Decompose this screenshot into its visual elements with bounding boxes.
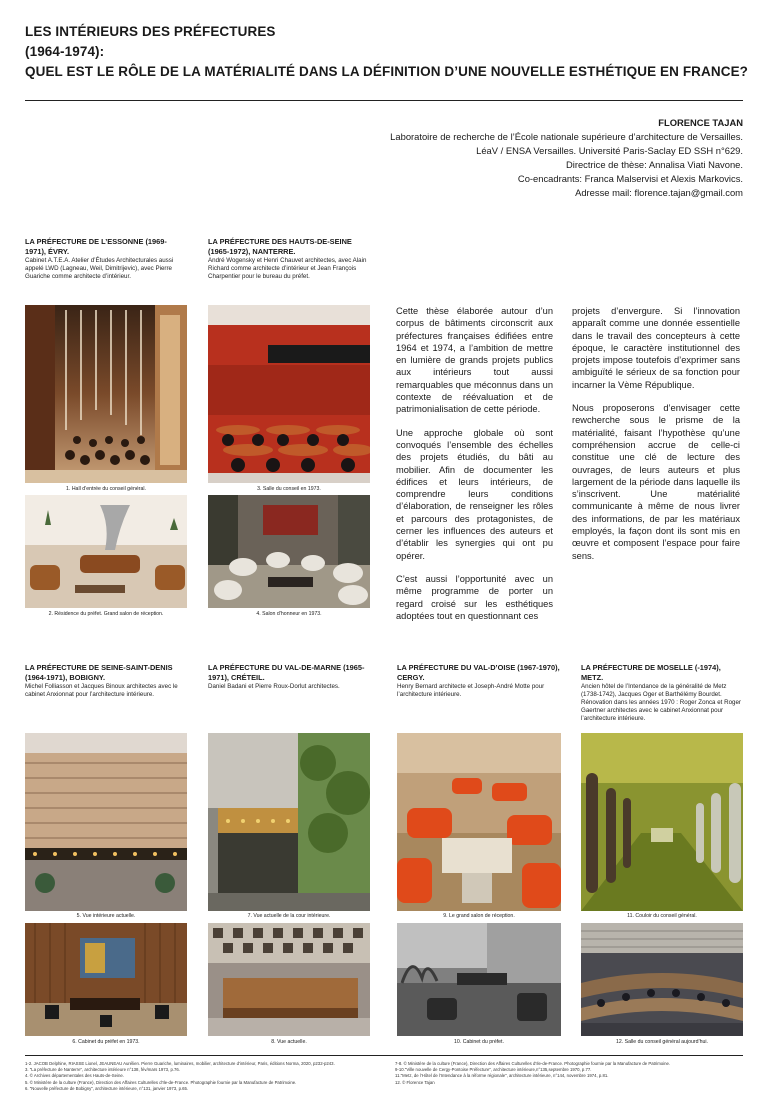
author-affiliation-2: LéaV / ENSA Versailles. Université Paris-Saclay ED SSH n°629. [476,145,743,156]
section-moselle [581,663,743,723]
title-line-1: LES INTÉRIEURS DES PRÉFECTURES [25,24,276,39]
section-description: André Wogensky et Henri Chauvet architectes, avec Alain Richard comme architecte d’intérieur et Jean François Charpentier pour le bureau du préfet. [208,257,367,280]
section-val-de-marne [208,663,373,691]
section-description: Michel Folliasson et Jacques Binoux architectes avec le cabinet Anxionnat pour l’architecture intérieure. [25,683,178,698]
section-description: Cabinet A.T.E.A. Atelier d’Études Architecturales aussi appelé LWD (Lagneau, Weil, Dimitrijevic), avec Pierre Guariche comme architecte d’intérieur. [25,257,174,280]
caption-9: 9. Le grand salon de réception. [443,913,515,919]
footnote: 5. © Ministère de la culture (France), Direction des Affaires Culturelles d’Ile-de-France. Photographie fournie par la Manufacture de Patrimoine. [25,1079,297,1085]
body-column-2 [572,305,740,573]
caption-6: 6. Cabinet du préfet en 1973. [72,1039,140,1045]
body-paragraph: projets d’envergure. Si l’innovation apparaît comme une donnée essentielle dans le travail des concepteurs à cette époque, le caractère institutionnel des projets impose toutefois d’exprimer sans ambiguïté le sérieux de sa fonction pour incarner la Vème République. [572,306,740,390]
photo-vue-actuelle [208,923,370,1036]
section-title: LA PRÉFECTURE DES HAUTS-DE-SEINE (1965-1972), NANTERRE. [208,237,352,256]
author-affiliation-1: Laboratoire de recherche de l’École nationale supérieure d’architecture de Versailles. [390,131,743,142]
body-paragraph: Cette thèse élaborée autour d’un corpus de bâtiments circonscrit aux préfectures françaises édifiées entre 1964 et 1974, a l’ambition de mettre en lumière de grands projets publics aux intérieurs tout aussi remarquables que méconnus dans un contexte de réévaluation et de patrimonialisation de cette période. [396,306,553,415]
caption-11: 11. Couloir du conseil général. [627,913,697,919]
body-paragraph: C’est aussi l’opportunité avec un même programme de porter un regard croisé sur les esthétiques adoptées tout en questionnant ces [396,573,553,621]
section-description: Daniel Badani et Pierre Roux-Dorlut architectes. [208,683,340,690]
title-line-2: (1964-1974): [25,44,105,59]
author-block [303,116,743,200]
caption-5: 5. Vue intérieure actuelle. [76,913,136,919]
author-name: FLORENCE TAJAN [658,117,743,128]
author-email: Adresse mail: florence.tajan@gmail.com [575,187,743,198]
header-divider [25,100,743,101]
section-description: Ancien hôtel de l’Intendance de la généralité de Metz (1738-1742), Jacques Oger et Barthélémy Bourdet. Rénovation dans les années 1970 : Roger Zonca et Roger Gaertner architectes avec le cabinet Anxionnat pour l’architecture intérieure. [581,683,741,722]
section-title: LA PRÉFECTURE DU VAL-D’OISE (1967-1970), CERGY. [397,663,560,682]
caption-7: 7. Vue actuelle de la cour intérieure. [247,913,331,919]
photo-grand-salon-cergy [397,733,561,911]
photo-residence-prefet [25,495,187,608]
section-title: LA PRÉFECTURE DE MOSELLE (-1974), METZ. [581,663,721,682]
photo-salle-conseil-1973 [208,305,370,483]
photo-cabinet-prefet-1973 [25,923,187,1036]
section-essonne [25,237,185,281]
section-seine-saint-denis [25,663,190,699]
photo-couloir-conseil [581,733,743,911]
footnote: 6. "Nouvelle préfecture de Bobigny", architecture intérieure, n°131, janvier 1973, p.65. [25,1085,189,1091]
photo-cour-interieure [208,733,370,911]
caption-12: 12. Salle du conseil général aujourd’hui. [616,1039,708,1045]
section-description: Henry Bernard architecte et Joseph-André Motte pour l’architecture intérieure. [397,683,545,698]
caption-3: 3. Salle du conseil en 1973. [257,486,321,492]
footnotes-left [25,1061,375,1092]
body-column-1 [396,305,553,633]
photo-bobigny-interieur [25,733,187,911]
footnote: 12. © Florence Tajan [395,1079,435,1085]
footnotes-right [395,1061,745,1086]
footnote: 11."Metz, de l’Hôtel de l’Intendance à la réforme régionale", architecture intérieure, n°144, novembre 1974, p.81. [395,1073,609,1079]
footnote: 7-8. © Ministère de la culture (France), Direction des Affaires Culturelles d’Ile-de-France. Photographie fournie par la Manufacture de Patrimoine. [395,1061,671,1066]
caption-1: 1. Hall d’entrée du conseil général. [66,486,146,492]
caption-4: 4. Salon d’honneur en 1973. [256,611,322,617]
caption-8: 8. Vue actuelle. [271,1039,307,1045]
caption-10: 10. Cabinet du préfet. [454,1039,504,1045]
author-director: Directrice de thèse: Annalisa Viati Navone. [565,159,743,170]
photo-salle-conseil-aujourdhui [581,923,743,1036]
poster-title [25,22,749,82]
caption-2: 2. Résidence du préfet. Grand salon de réception. [48,611,164,617]
section-title: LA PRÉFECTURE DE L’ESSONNE (1969-1971), ÉVRY. [25,237,167,256]
footnote: 9-10."Ville nouvelle de Cergy-Pontoise Préfecture", architecture intérieure,n°135,septembre 1970, p.77. [395,1067,592,1073]
title-line-3: QUEL EST LE RÔLE DE LA MATÉRIALITÉ DANS LA DÉFINITION D’UNE NOUVELLE ESTHÉTIQUE EN FRANCE? [25,64,749,79]
footnote: 4. © Archives départementales des Hauts-de-Seine. [25,1073,124,1079]
photo-cabinet-prefet-cergy [397,923,561,1036]
body-paragraph: Une approche globale où sont convoqués l’ensemble des échelles des projets étudiés, du bâti au mobilier. Afin de documenter les édifices et leurs intérieurs, de comprendre leurs conditions d’élaboration, de renseigner les rôles et parcours des protagonistes, de cerner les influences des auteurs et d’établir les synergies qui ont pu opérer. [396,427,553,561]
section-title: LA PRÉFECTURE DU VAL-DE-MARNE (1965-1971), CRÉTEIL. [208,663,365,682]
photo-hall-entree [25,305,187,483]
section-val-d-oise [397,663,562,699]
photo-salon-honneur [208,495,370,608]
section-hauts-de-seine [208,237,370,281]
footnote: 3. "La préfecture de Nanterre", architecture intérieure n°138, fév/mars 1973, p.76. [25,1067,181,1073]
body-paragraph: Nous proposerons d’envisager cette rewcherche sous le prisme de la matérialité, faisant l’hypothèse qu’une compréhension accrue de celle-ci constitue une clé de lecture des ouvrages, de leurs auteurs et plus largement de la période dans laquelle ils s’inscrivent. Une matérialité communicante à même de nous livrer des informations, de par les matériaux employés, la façon dont ils sont mis en œuvre et composent l’espace pour faire sens. [572,403,740,561]
section-title: LA PRÉFECTURE DE SEINE-SAINT-DENIS (1964-1971), BOBIGNY. [25,663,173,682]
footer-divider [25,1055,743,1056]
footnote: 1-2. JACOB Delphine, RIASSE Lionel, JEAUNEAU Aurélien. Pierre Guariche, luminaires, mobilier, architecture d’intérieur, Paris, éditions Norma, 2020, p232-p243. [25,1061,335,1066]
author-coadvisors: Co-encadrants: Franca Malservisi et Alexis Markovics. [517,173,743,184]
